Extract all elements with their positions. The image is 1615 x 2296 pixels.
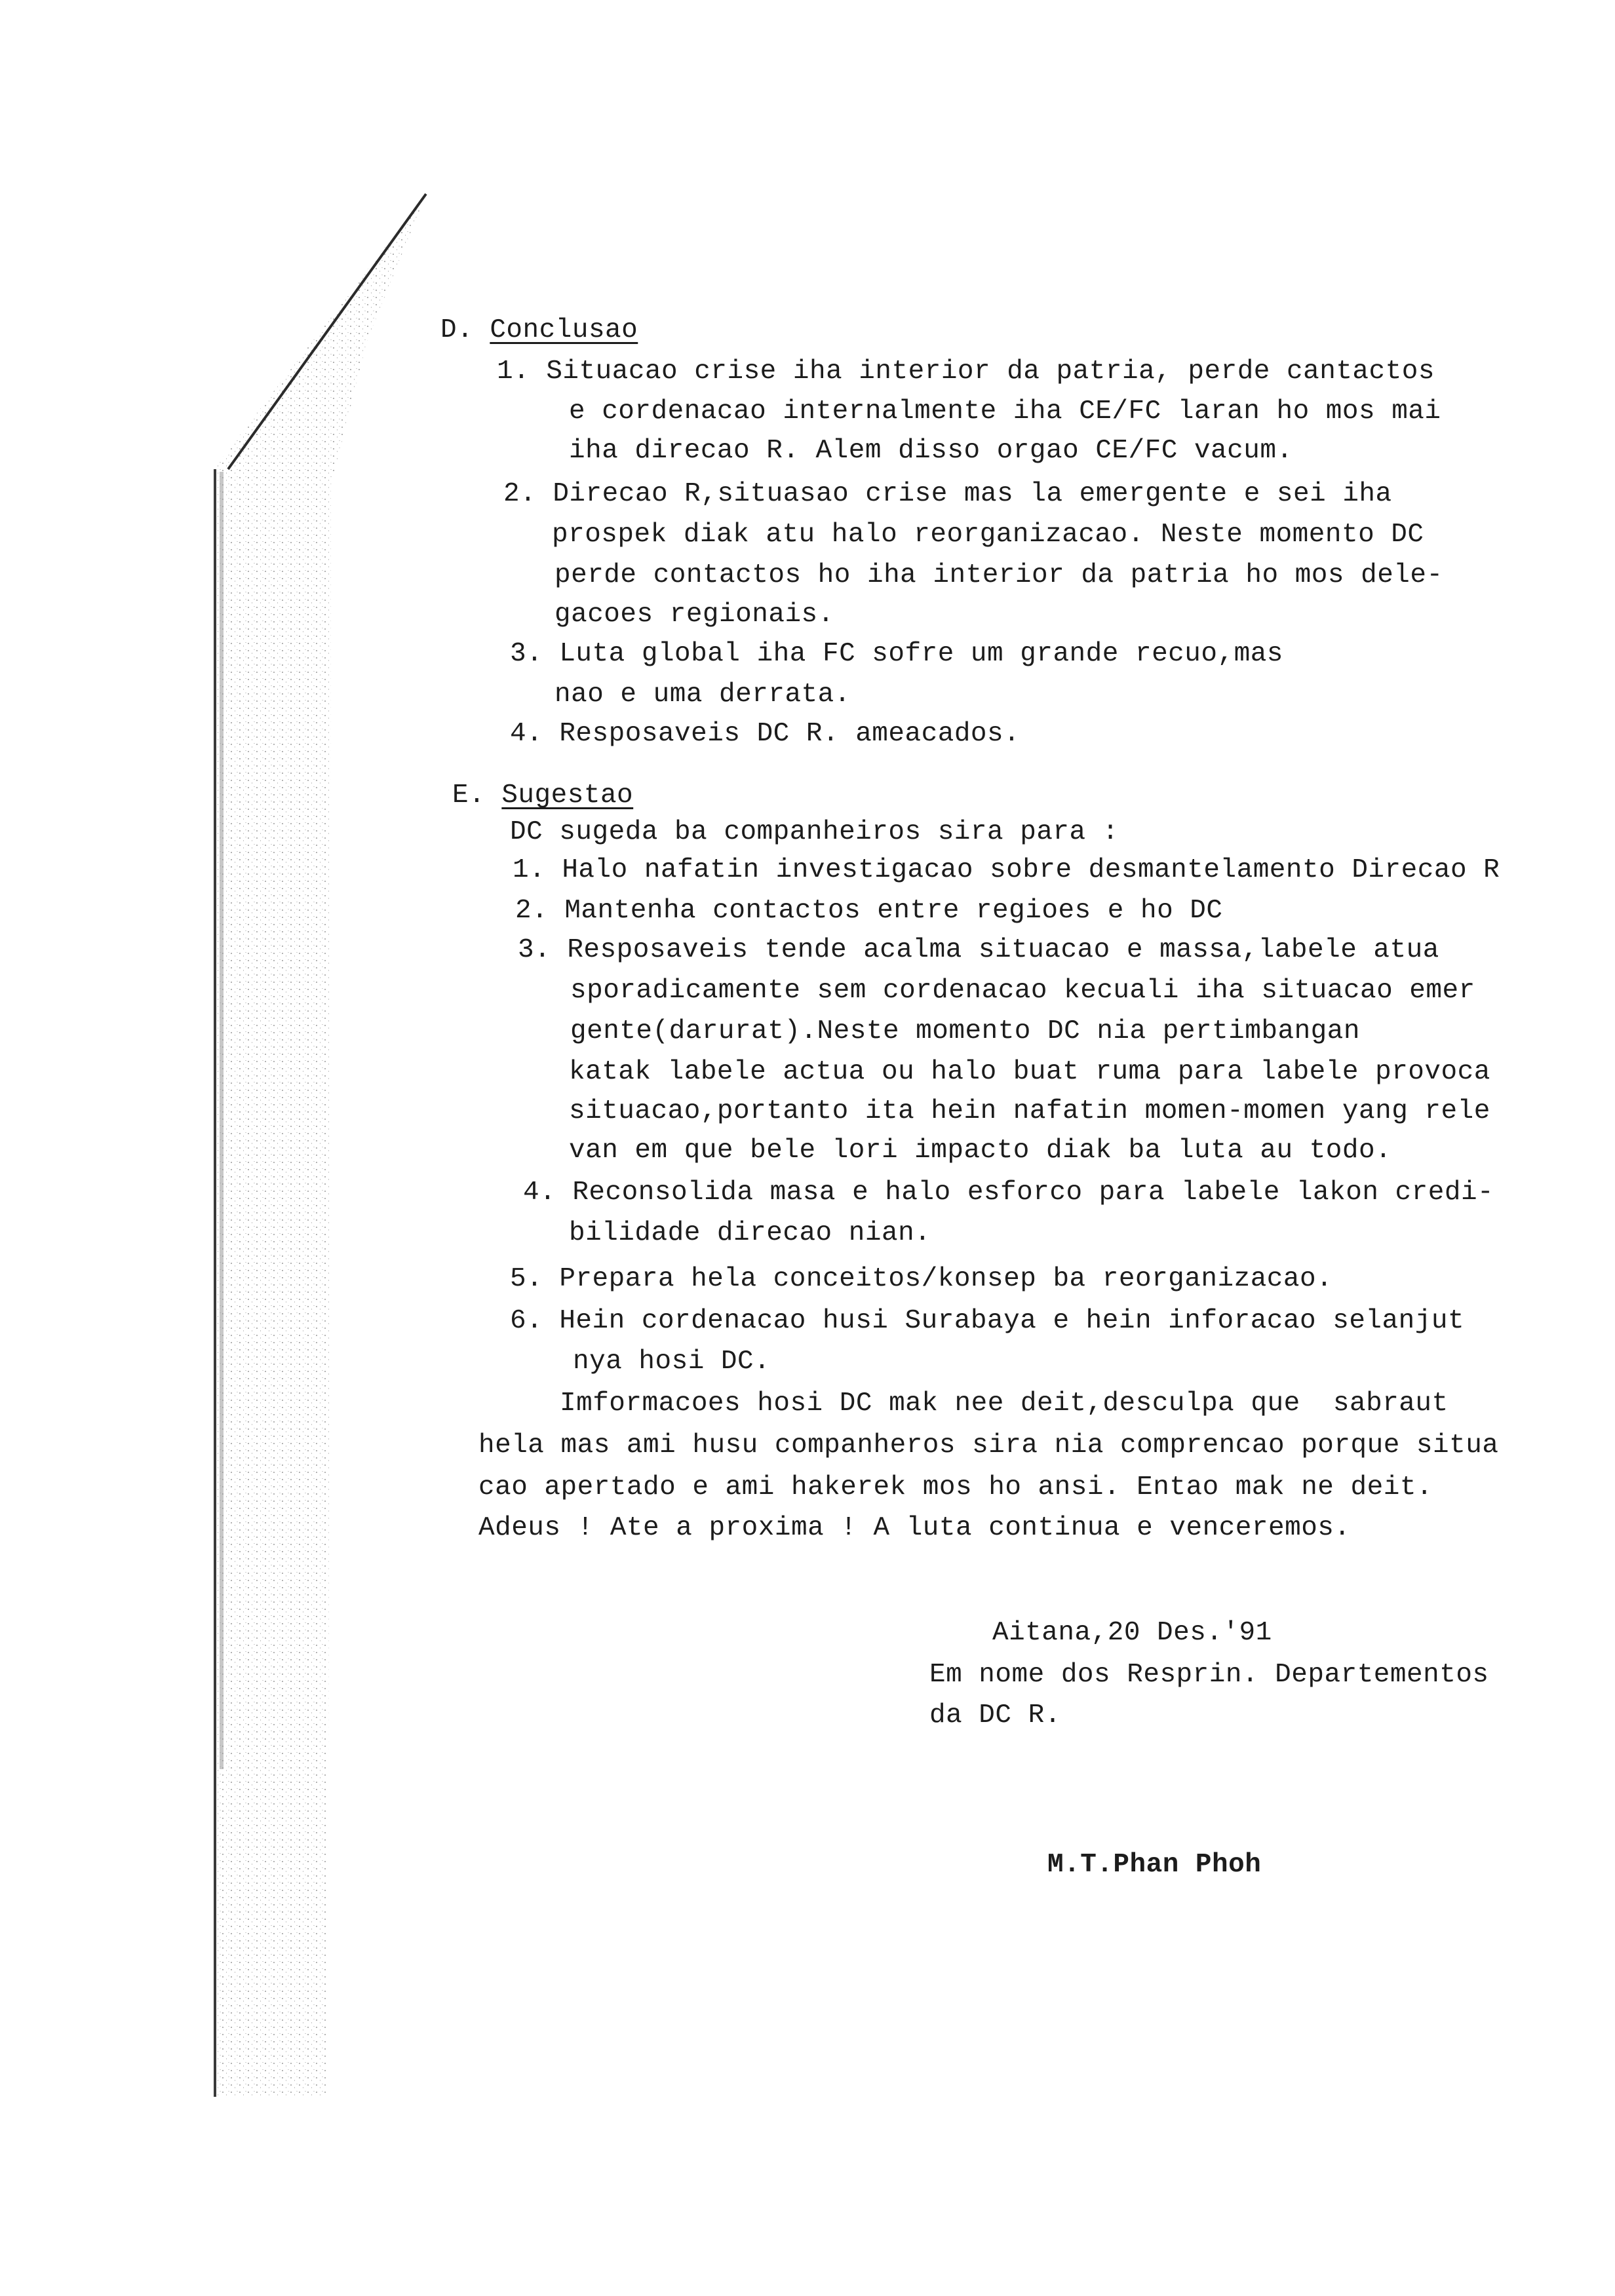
suggestion-item-5	[510, 1262, 1333, 1296]
section-d-heading	[440, 313, 638, 347]
item-text: e cordenacao internalmente iha CE/FC laran ho mos mai	[569, 396, 1441, 427]
closing-line: Adeus ! Ate a proxima ! A luta continua e venceremos.	[478, 1513, 1351, 1543]
item-text: Luta global iha FC sofre um grande recuo,mas	[559, 639, 1283, 669]
item-text: Reconsolida masa e halo esforco para labele lakon credi-	[572, 1177, 1494, 1208]
item-number: 6.	[510, 1306, 543, 1336]
conclusion-item-4	[510, 717, 1020, 751]
item-text: nya hosi DC.	[573, 1347, 771, 1377]
item-text: Situacao crise iha interior da patria, perde cantactos	[546, 356, 1435, 387]
closing-line: cao apertado e ami hakerek mos ho ansi. Entao mak ne deit.	[478, 1472, 1433, 1502]
item-text: perde contactos ho iha interior da patria ho mos dele-	[555, 560, 1443, 590]
suggestion-item-4	[523, 1176, 1494, 1210]
item-text: Hein cordenacao husi Surabaya e hein inforacao selanjut	[559, 1306, 1465, 1336]
item-text: sporadicamente sem cordenacao kecuali iha situacao emer	[570, 976, 1475, 1006]
item-number: 2.	[515, 896, 549, 926]
item-text: gente(darurat).Neste momento DC nia pertimbangan	[570, 1016, 1360, 1046]
item-text: Halo nafatin investigacao sobre desmantelamento Direcao R	[562, 855, 1500, 885]
item-text: prospek diak atu halo reorganizacao. Neste momento DC	[552, 520, 1424, 550]
section-d-title: Conclusao	[490, 315, 638, 345]
item-number: 3.	[518, 935, 551, 965]
item-number: 4.	[510, 719, 543, 749]
suggestion-item-1	[513, 853, 1500, 887]
item-number: 3.	[510, 639, 543, 669]
item-text: Resposaveis tende acalma situacao e massa,labele atua	[567, 935, 1439, 965]
item-text: Resposaveis DC R. ameacados.	[559, 719, 1021, 749]
conclusion-item-1	[497, 354, 1435, 389]
item-text: iha direcao R. Alem disso orgao CE/FC vacum.	[569, 436, 1293, 466]
on-behalf-line: da DC R.	[929, 1700, 1061, 1731]
item-text: Mantenha contactos entre regioes e ho DC	[564, 896, 1223, 926]
item-number: 4.	[523, 1177, 556, 1208]
place-date: Aitana,20 Des.'91	[992, 1618, 1272, 1648]
item-text: Prepara hela conceitos/konsep ba reorganizacao.	[559, 1264, 1333, 1294]
item-text: situacao,portanto ita hein nafatin momen-momen yang rele	[569, 1096, 1490, 1126]
item-text: katak labele actua ou halo buat ruma para labele provoca	[569, 1057, 1490, 1087]
item-text: nao e uma derrata.	[555, 679, 851, 710]
item-text: Direcao R,situasao crise mas la emergente e sei iha	[553, 479, 1392, 509]
suggestion-item-6	[510, 1304, 1464, 1338]
section-d-letter: D.	[440, 315, 474, 345]
item-text: van em que bele lori impacto diak ba luta au todo.	[569, 1136, 1392, 1166]
item-number: 1.	[497, 356, 530, 387]
item-number: 2.	[503, 479, 537, 509]
conclusion-item-2	[503, 477, 1392, 511]
section-e-title: Sugestao	[501, 780, 634, 811]
section-e-heading	[452, 778, 633, 813]
suggestion-intro: DC sugeda ba companheiros sira para :	[510, 817, 1119, 847]
suggestion-item-2	[515, 894, 1223, 928]
item-text: bilidade direcao nian.	[569, 1218, 931, 1248]
conclusion-item-3	[510, 637, 1283, 671]
closing-line: hela mas ami husu companheros sira nia comprencao porque situa	[478, 1430, 1499, 1461]
item-number: 5.	[510, 1264, 543, 1294]
item-text: gacoes regionais.	[555, 600, 834, 630]
item-number: 1.	[513, 855, 546, 885]
suggestion-item-3	[518, 933, 1439, 967]
signature: M.T.Phan Phoh	[1047, 1850, 1262, 1880]
on-behalf-line: Em nome dos Resprin. Departementos	[929, 1660, 1489, 1690]
section-e-letter: E.	[452, 780, 486, 811]
closing-line: Imformacoes hosi DC mak nee deit,desculpa que sabraut	[560, 1388, 1449, 1419]
